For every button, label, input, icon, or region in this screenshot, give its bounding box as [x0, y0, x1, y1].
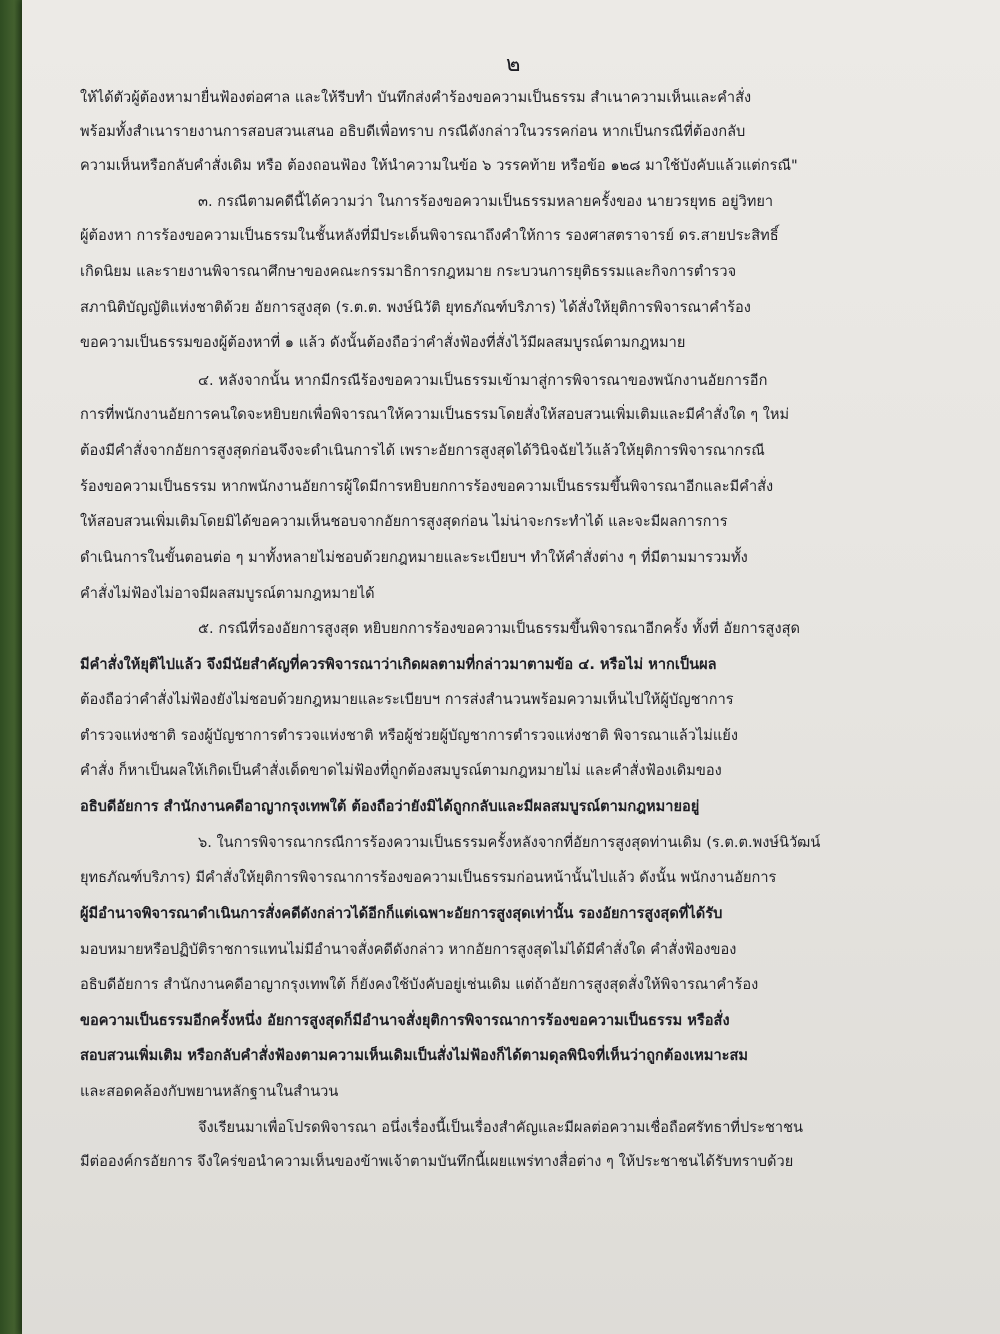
text-line: ต้องถือว่าคำสั่งไม่ฟ้องยังไม่ชอบด้วยกฎหมายและระเบียบฯ การส่งสำนวนพร้อมความเห็นไปให้ผู้บัญชาการ — [80, 691, 734, 708]
text-line: และสอดคล้องกับพยานหลักฐานในสำนวน — [80, 1083, 339, 1100]
text-line: พร้อมทั้งสำเนารายงานการสอบสวนเสนอ อธิบดีเพื่อทราบ กรณีดังกล่าวในวรรคก่อน หากเป็นกรณีที่ต้องกลับ — [80, 123, 746, 140]
text-line: ผู้ต้องหา การร้องขอความเป็นธรรมในชั้นหลังที่มีประเด็นพิจารณาถึงคำให้การ รองศาสตราจารย์ ดร.สายประสิทธิ์ — [80, 227, 779, 244]
text-line: ต้องมีคำสั่งจากอัยการสูงสุดก่อนจึงจะดำเนินการได้ เพราะอัยการสูงสุดได้วินิจฉัยไว้แล้วให้ยุติการพิจารณากรณี — [80, 442, 765, 459]
text-line: มีต่อองค์กรอัยการ จึงใคร่ขอนำความเห็นของข้าพเจ้าตามบันทึกนี้เผยแพร่ทางสื่อต่าง ๆ ให้ประชาชนได้รับทราบด้วย — [80, 1153, 794, 1170]
text-line-bold: ผู้มีอำนาจพิจารณาดำเนินการสั่งคดีดังกล่าวได้อีกก็แต่เฉพาะอัยการสูงสุดเท่านั้น รองอัยการสูงสุดที่ได้รับ — [80, 905, 723, 922]
text-line: ๕. กรณีที่รองอัยการสูงสุด หยิบยกการร้องขอความเป็นธรรมขึ้นพิจารณาอีกครั้ง ทั้งที่ อัยการสูงสุด — [198, 620, 800, 637]
text-line: ๔. หลังจากนั้น หากมีกรณีร้องขอความเป็นธรรมเข้ามาสู่การพิจารณาของพนักงานอัยการอีก — [198, 372, 768, 389]
text-line: มอบหมายหรือปฏิบัติราชการแทนไม่มีอำนาจสั่งคดีดังกล่าว หากอัยการสูงสุดไม่ได้มีคำสั่งใด คำสั่งฟ้องของ — [80, 941, 737, 958]
text-line: คำสั่งไม่ฟ้องไม่อาจมีผลสมบูรณ์ตามกฎหมายได้ — [80, 585, 375, 602]
text-line: เกิดนิยม และรายงานพิจารณาศึกษาของคณะกรรมาธิการกฎหมาย กระบวนการยุติธรรมและกิจการตำรวจ — [80, 263, 737, 280]
text-line: การที่พนักงานอัยการคนใดจะหยิบยกเพื่อพิจารณาให้ความเป็นธรรมโดยสั่งให้สอบสวนเพิ่มเติมและมีคำสั่งใด ๆ ใหม่ — [80, 406, 790, 423]
page-number: ๒ — [506, 52, 522, 77]
text-line: ตำรวจแห่งชาติ รองผู้บัญชาการตำรวจแห่งชาติ หรือผู้ช่วยผู้บัญชาการตำรวจแห่งชาติ พิจารณาแล้วไม่แย้ง — [80, 727, 738, 744]
text-line: ดำเนินการในขั้นตอนต่อ ๆ มาทั้งหลายไม่ชอบด้วยกฎหมายและระเบียบฯ ทำให้คำสั่งต่าง ๆ ที่มีตามมารวมทั้ง — [80, 549, 748, 566]
text-line-bold: สอบสวนเพิ่มเติม หรือกลับคำสั่งฟ้องตามความเห็นเดิมเป็นสั่งไม่ฟ้องก็ได้ตามดุลพินิจที่เห็นว่าถูกต้องเหมาะสม — [80, 1047, 748, 1064]
text-line: อธิบดีอัยการ สำนักงานคดีอาญากรุงเทพใต้ ก็ยังคงใช้บังคับอยู่เช่นเดิม แต่ถ้าอัยการสูงสุดสั่งให้พิจารณาคำร้อง — [80, 976, 759, 993]
text-line: ให้สอบสวนเพิ่มเติมโดยมิได้ขอความเห็นชอบจากอัยการสูงสุดก่อน ไม่น่าจะกระทำได้ และจะมีผลการการ — [80, 513, 728, 530]
text-line-bold: อธิบดีอัยการ สำนักงานคดีอาญากรุงเทพใต้ ต้องถือว่ายังมิได้ถูกกลับและมีผลสมบูรณ์ตามกฎหมายอยู่ — [80, 798, 700, 815]
document-page — [22, 0, 1000, 1334]
text-line: คำสั่ง ก็หาเป็นผลให้เกิดเป็นคำสั่งเด็ดขาดไม่ฟ้องที่ถูกต้องสมบูรณ์ตามกฎหมายไม่ และคำสั่งฟ้องเดิมของ — [80, 762, 722, 779]
text-line: ขอความเป็นธรรมของผู้ต้องหาที่ ๑ แล้ว ดังนั้นต้องถือว่าคำสั่งฟ้องที่สั่งไว้มีผลสมบูรณ์ตามกฎหมาย — [80, 334, 686, 351]
text-line: ความเห็นหรือกลับคำสั่งเดิม หรือ ต้องถอนฟ้อง ให้นำความในข้อ ๖ วรรคท้าย หรือข้อ ๑๒๘ มาใช้บังคับแล้วแต่กรณี" — [80, 157, 798, 174]
text-line: ให้ได้ตัวผู้ต้องหามายื่นฟ้องต่อศาล และให้รีบทำ บันทึกส่งคำร้องขอความเป็นธรรม สำเนาความเห็นและคำสั่ง — [80, 89, 752, 106]
text-line: ร้องขอความเป็นธรรม หากพนักงานอัยการผู้ใดมีการหยิบยกการร้องขอความเป็นธรรมขึ้นพิจารณาอีกและมีคำสั่ง — [80, 478, 774, 495]
text-line: ๓. กรณีตามคดีนี้ได้ความว่า ในการร้องขอความเป็นธรรมหลายครั้งของ นายวรยุทธ อยู่วิทยา — [198, 193, 774, 210]
text-line: จึงเรียนมาเพื่อโปรดพิจารณา อนึ่งเรื่องนี้เป็นเรื่องสำคัญและมีผลต่อความเชื่อถือศรัทธาที่ประชาชน — [198, 1119, 803, 1136]
text-line-bold: มีคำสั่งให้ยุติไปแล้ว จึงมีนัยสำคัญที่ควรพิจารณาว่าเกิดผลตามที่กล่าวมาตามข้อ ๔. หรือไม่ หากเป็นผล — [80, 656, 717, 673]
text-line: ๖. ในการพิจารณากรณีการร้องความเป็นธรรมครั้งหลังจากที่อัยการสูงสุดท่านเดิม (ร.ต.ต.พงษ์นิวัฒน์ — [198, 834, 821, 851]
text-line: สภานิติบัญญัติแห่งชาติด้วย อัยการสูงสุด (ร.ต.ต. พงษ์นิวัติ ยุทธภัณฑ์บริภาร) ได้สั่งให้ยุติการพิจารณาคำร้อง — [80, 299, 751, 316]
text-line: ยุทธภัณฑ์บริภาร) มีคำสั่งให้ยุติการพิจารณาการร้องขอความเป็นธรรมก่อนหน้านั้นไปแล้ว ดังนั้น พนักงานอัยการ — [80, 869, 777, 886]
text-line-bold: ขอความเป็นธรรมอีกครั้งหนึ่ง อัยการสูงสุดก็มีอำนาจสั่งยุติการพิจารณาการร้องขอความเป็นธรรม หรือสั่ง — [80, 1012, 730, 1029]
